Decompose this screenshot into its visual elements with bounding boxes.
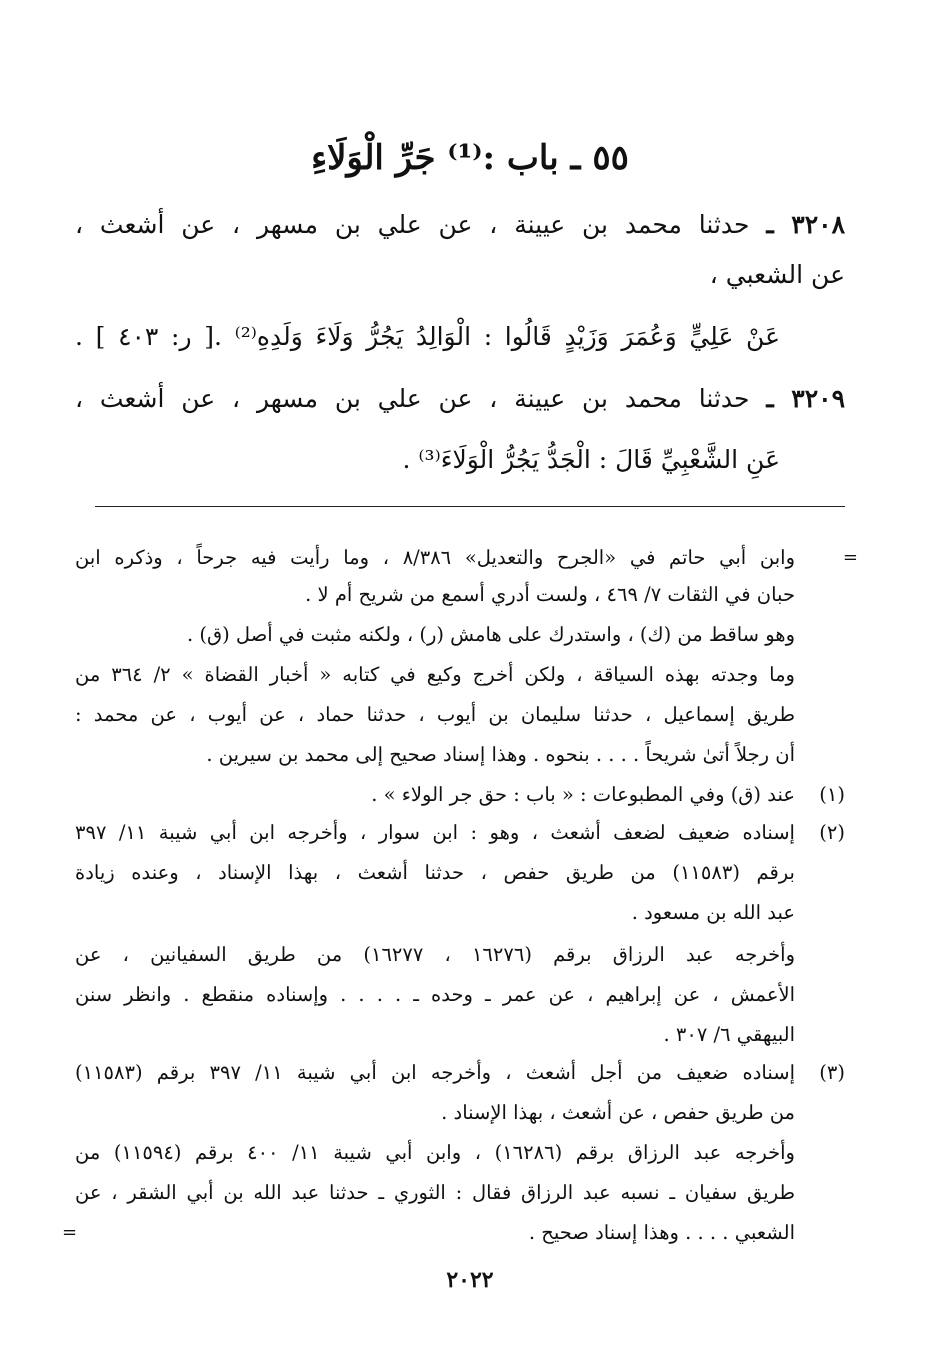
footnote-number: (١) <box>819 783 845 806</box>
footnote-continuation-line: وهو ساقط من (ك) ، واستدرك على هامش (ر) ، ولكنه مثبت في أصل (ق) . <box>186 623 795 646</box>
footnote-2-line: الأعمش ، عن إبراهيم ، عن عمر ـ وحده ـ . . . . وإسناده منقطع . وانظر سنن <box>75 983 795 1006</box>
footnote-2-line: برقم (١١٥٨٣) من طريق حفص ، حدثنا أشعث ، بهذا الإسناد ، وعنده زيادة <box>75 861 795 884</box>
haddith-3209-matn: عَنِ الشَّعْبِيِّ قَالَ : الْجَدُّ يَجُرُّ الْوَلَاءَ⁽³⁾ . <box>402 445 780 474</box>
footnote-2-line: عبد الله بن مسعود . <box>631 901 795 924</box>
chapter-title: ٥٥ ـ باب :⁽¹⁾ جَرِّ الْوَلَاءِ <box>311 138 629 178</box>
footnote-3-line: من طريق حفص ، عن أشعث ، بهذا الإسناد . <box>441 1101 795 1124</box>
footnote-2-line: البيهقي ٦/ ٣٠٧ . <box>663 1023 795 1046</box>
footnote-3-line: وأخرجه عبد الرزاق برقم (١٦٢٨٦) ، وابن أبي شيبة ١١/ ٤٠٠ برقم (١١٥٩٤) من <box>75 1141 795 1164</box>
footnote-separator <box>95 506 845 507</box>
footnote-3-line: إسناده ضعيف من أجل أشعث ، وأخرجه ابن أبي شيبة ١١/ ٣٩٧ برقم (١١٥٨٣) <box>75 1061 795 1084</box>
haddith-number: ٣٢٠٨ ـ <box>766 210 845 239</box>
footnote-continuation-line: وما وجدته بهذه السياقة ، ولكن أخرج وكيع في كتابه « أخبار القضاة » ٢/ ٣٦٤ من <box>75 663 795 686</box>
footnote-2-line: إسناده ضعيف لضعف أشعث ، وهو : ابن سوار ، وأخرجه ابن أبي شيبة ١١/ ٣٩٧ <box>75 821 795 844</box>
footnote-continuation-line: وابن أبي حاتم في «الجرح والتعديل» ٨/٣٨٦ ، وما رأيت فيه جرحاً ، وذكره ابن <box>75 546 795 569</box>
continuation-mark: = <box>62 1222 78 1243</box>
haddith-3208-line-2: عن الشعبي ، <box>709 260 845 289</box>
footnote-continuation-line: أن رجلاً أتىٰ شريحاً . . . . بنحوه . وهذا إسناد صحيح إلى محمد بن سيرين . <box>206 743 795 766</box>
footnote-2-line: وأخرجه عبد الرزاق برقم (١٦٢٧٦ ، ١٦٢٧٧) من طريق السفيانين ، عن <box>75 943 795 966</box>
footnote-continuation-line: حبان في الثقات ٧/ ٤٦٩ ، ولست أدري أسمع من شريح أم لا . <box>305 583 795 606</box>
footnote-continuation-line: طريق إسماعيل ، حدثنا سليمان بن أيوب ، حدثنا حماد ، عن أيوب ، عن محمد : <box>75 703 795 726</box>
haddith-3209-line-1 <box>75 379 845 419</box>
footnote-3-line: الشعبي . . . . وهذا إسناد صحيح . <box>528 1221 795 1244</box>
haddith-3208-line-1 <box>75 205 845 245</box>
footnote-number: (٢) <box>819 821 845 844</box>
haddith-isnad: حدثنا محمد بن عيينة ، عن علي بن مسهر ، عن أشعث ، <box>75 384 750 413</box>
haddith-3208-matn: عَنْ عَلِيٍّ وَعُمَرَ وَزَيْدٍ قَالُوا : الْوَالِدُ يَجُرُّ وَلَاءَ وَلَدِهِ⁽²⁾ .[ ر: ٤٠٣ ] . <box>75 322 780 351</box>
haddith-isnad: حدثنا محمد بن عيينة ، عن علي بن مسهر ، عن أشعث ، <box>75 210 750 239</box>
haddith-number: ٣٢٠٩ ـ <box>766 384 845 413</box>
page-number: ٢٠٢٢ <box>446 1267 494 1293</box>
footnote-3-line: طريق سفيان ـ نسبه عبد الرزاق فقال : الثوري ـ حدثنا عبد الله بن أبي الشقر ، عن <box>75 1181 795 1204</box>
footnote-1-line: عند (ق) وفي المطبوعات : « باب : حق جر الولاء » . <box>371 783 795 806</box>
footnote-number: (٣) <box>819 1061 845 1084</box>
continuation-mark: = <box>842 547 858 568</box>
